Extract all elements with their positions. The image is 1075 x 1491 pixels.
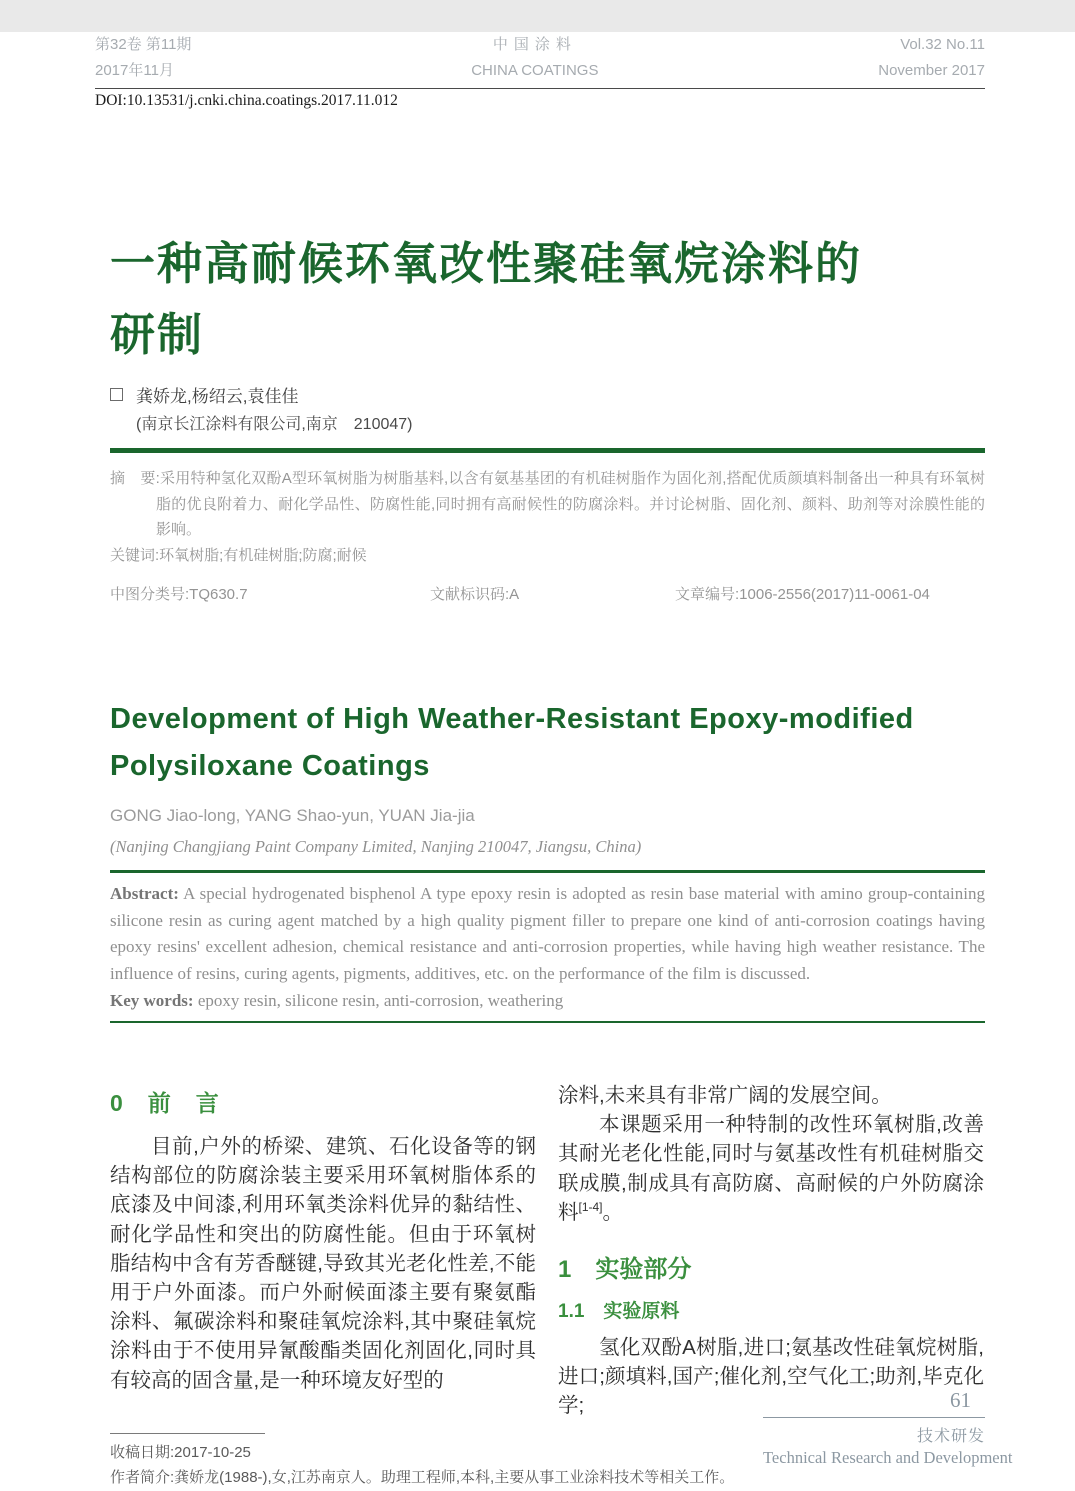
paragraph-intro-continued: 涂料,未来具有非常广阔的发展空间。 xyxy=(558,1084,892,1107)
masthead-volume-issue-cn xyxy=(95,32,191,84)
masthead-divider xyxy=(95,88,985,89)
journal-article-page xyxy=(0,32,1075,1491)
footer-section-cn: 技术研发 xyxy=(916,1428,985,1445)
article-id: 文章编号:1006-2556(2017)11-0061-04 xyxy=(675,586,930,603)
abstract-en-label: Abstract: xyxy=(110,884,179,903)
journal-name-en: CHINA COATINGS xyxy=(471,62,599,79)
keywords-cn-text: 环氧树脂;有机硅树脂;防腐;耐候 xyxy=(159,546,367,564)
volume-issue-en: Vol.32 No.11 xyxy=(900,36,985,53)
square-marker-icon xyxy=(110,388,123,401)
keywords-en-text: epoxy resin, silicone resin, anti-corrosion, weathering xyxy=(193,991,564,1010)
authors-cn: 龚娇龙,杨绍云,袁佳佳 xyxy=(136,387,299,406)
authors-en: GONG Jiao-long, YANG Shao-yun, YUAN Jia-jia xyxy=(110,806,475,825)
volume-issue-cn: 第32卷 第11期 xyxy=(95,36,192,53)
citation-ref: [1-4] xyxy=(578,1199,603,1214)
keywords-en-label: Key words: xyxy=(110,991,194,1010)
paragraph-topic: 本课题采用一种特制的改性环氧树脂,改善其耐光老化性能,同时与氨基改性有机硅树脂交联成膜,制成具有高防腐、高耐候的户外防腐涂料[1-4]。 xyxy=(558,1113,984,1224)
authors-cn-row xyxy=(110,382,985,407)
left-column xyxy=(110,1081,536,1421)
masthead-journal-name xyxy=(471,32,598,84)
page-footer xyxy=(763,1388,1013,1468)
affiliation-en: (Nanjing Changjiang Paint Company Limited, Nanjing 210047, Jiangsu, China) xyxy=(110,837,642,856)
section-0-heading: 0 前 言 xyxy=(110,1090,220,1116)
journal-name-cn: 中国涂料 xyxy=(492,36,577,53)
abstract-en xyxy=(110,881,985,987)
title-divider-rule xyxy=(110,448,985,453)
abstract-bottom-rule xyxy=(110,1021,985,1023)
body-columns xyxy=(110,1081,985,1421)
masthead-volume-issue-en xyxy=(878,32,985,84)
article-title-en-line2: Polysiloxane Coatings xyxy=(110,750,430,782)
section-1-heading: 1 实验部分 xyxy=(558,1256,692,1284)
page-number: 61 xyxy=(763,1388,985,1418)
section-1-1-heading: 1.1 实验原料 xyxy=(558,1301,680,1323)
article-title-cn-line2: 研制 xyxy=(110,309,205,360)
article-title-cn xyxy=(110,228,985,370)
keywords-en xyxy=(110,987,985,1014)
affiliation-cn: (南京长江涂料有限公司,南京 210047) xyxy=(136,416,413,433)
abstract-cn-label: 摘 要: xyxy=(110,470,160,487)
classification-row xyxy=(110,583,985,604)
paragraph-materials: 氢化双酚A树脂,进口;氨基改性硅氧烷树脂,进口;颜填料,国产;催化剂,空气化工;助剂,毕克化学; xyxy=(558,1336,984,1418)
paragraph-intro: 目前,户外的桥梁、建筑、石化设备等的钢结构部位的防腐涂装主要采用环氧树脂体系的底漆及中间漆,利用环氧类涂料优异的黏结性、耐化学品性和突出的防腐性能。但由于环氧树脂结构中含有芳香醚键,导致其光老化性差,不能用于户外面漆。而户外耐候面漆主要有聚氨酯涂料、氟碳涂料和聚硅氧烷涂料,其中聚硅氧烷涂料由于不使用异氰酸酯类固化剂固化,同时具有较高的固含量,是一种环境友好型的 xyxy=(110,1135,536,1392)
author-bio-line: 作者简介:龚娇龙(1988-),女,江苏南京人。助理工程师,本科,主要从事工业涂料技术等相关工作。 xyxy=(110,1468,735,1486)
article-title-en xyxy=(110,696,985,790)
abstract-top-rule xyxy=(110,870,985,873)
journal-masthead xyxy=(95,32,985,84)
footer-section-en: Technical Research and Development xyxy=(763,1448,1013,1467)
right-column xyxy=(558,1081,984,1421)
document-code: 文献标识码:A xyxy=(430,586,520,603)
received-date-line: 收稿日期:2017-10-25 xyxy=(110,1443,251,1461)
keywords-cn-label: 关键词: xyxy=(110,546,160,564)
date-en: November 2017 xyxy=(878,62,985,79)
article-title-cn-line1: 一种高耐候环氧改性聚硅氧烷涂料的 xyxy=(110,238,863,289)
article-title-en-line1: Development of High Weather-Resistant Epoxy-modified xyxy=(110,703,914,735)
clc-number: 中图分类号:TQ630.7 xyxy=(110,586,248,603)
abstract-en-text: A special hydrogenated bisphenol A type epoxy resin is adopted as resin base material with amino group-containing silicone resin as curing agent matched by a high quality pigment filler to prepare one kind of anti-corrosion coatings having epoxy resins' excellent adhesion, chemical resistance and anti-corrosion properties, while having high weather resistance. The influence of resins, curing agents, pigments, additives, etc. on the performance of the film is discussed. xyxy=(110,884,985,983)
keywords-cn xyxy=(110,543,985,569)
abstract-cn-text: 采用特种氢化双酚A型环氧树脂为树脂基料,以含有氨基基团的有机硅树脂作为固化剂,搭配优质颜填料制备出一种具有环氧树脂的优良附着力、耐化学品性、防腐性能,同时拥有高耐候性的防腐涂料。并讨论树脂、固化剂、颜料、助剂等对涂膜性能的影响。 xyxy=(156,470,985,538)
footnote-divider xyxy=(110,1433,265,1434)
date-cn: 2017年11月 xyxy=(95,62,174,79)
doi-line: DOI:10.13531/j.cnki.china.coatings.2017.11.012 xyxy=(95,92,398,109)
abstract-cn xyxy=(110,466,985,543)
